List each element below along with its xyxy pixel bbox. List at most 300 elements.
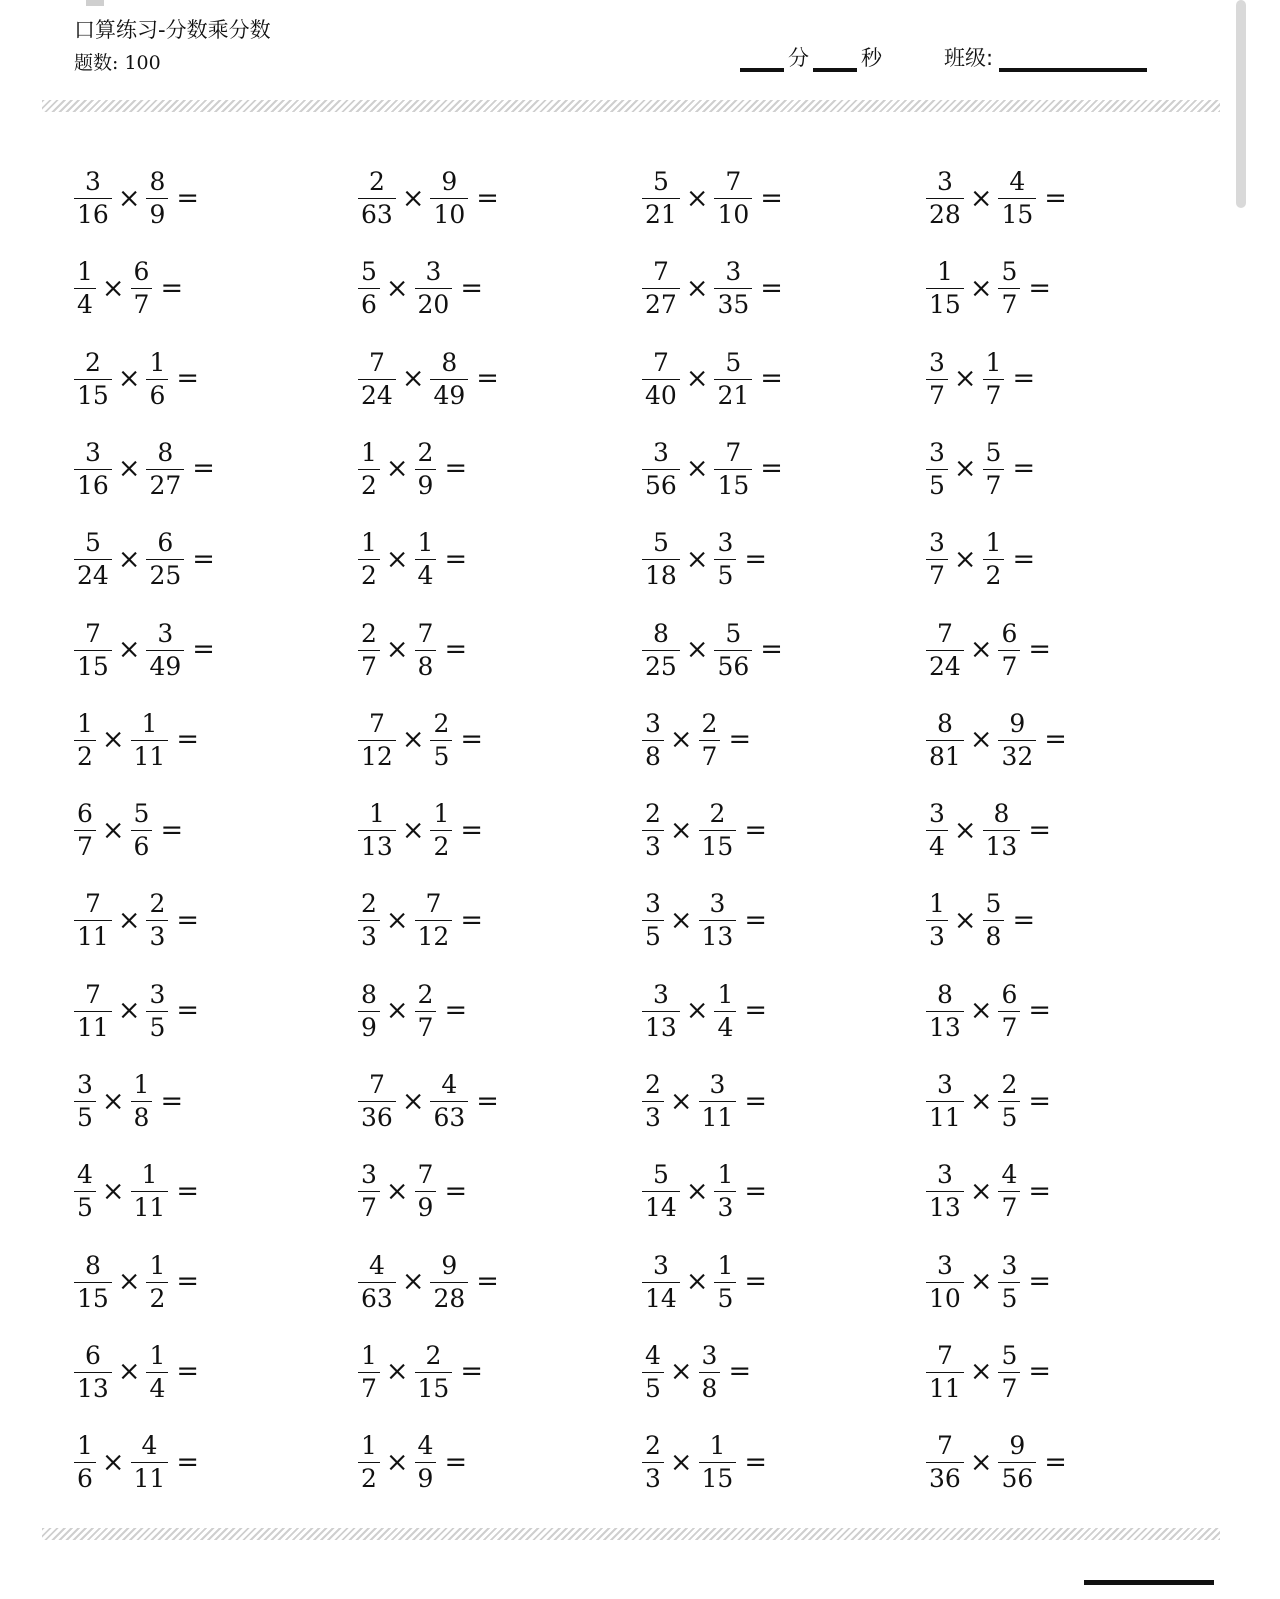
first-fraction: [74, 620, 112, 680]
fraction-bar: [926, 198, 964, 199]
first-fraction: [642, 529, 680, 589]
equals-sign: =: [460, 272, 483, 304]
numerator: 6: [1001, 618, 1018, 648]
denominator: 7: [1001, 1012, 1018, 1042]
first-fraction: [74, 890, 112, 950]
times-sign: ×: [101, 1175, 125, 1207]
fraction-bar: [998, 1011, 1020, 1012]
numerator: 3: [936, 1250, 953, 1280]
problem-item: [926, 1246, 1051, 1318]
numerator: 8: [936, 708, 953, 738]
equals-sign: =: [1028, 272, 1051, 304]
numerator: 4: [645, 1340, 661, 1370]
denominator: 15: [701, 1464, 734, 1494]
times-sign: ×: [117, 543, 141, 575]
times-sign: ×: [685, 182, 709, 214]
first-fraction: [642, 890, 664, 950]
times-sign: ×: [953, 363, 977, 395]
second-fraction: [998, 620, 1020, 680]
denominator: 5: [1001, 1283, 1018, 1313]
numerator: 5: [725, 618, 742, 648]
fraction-bar: [131, 288, 153, 289]
second-fraction: [699, 890, 737, 950]
times-sign: ×: [117, 995, 141, 1027]
fraction-bar: [983, 830, 1021, 831]
denominator: 4: [417, 561, 434, 591]
numerator: 7: [652, 347, 669, 377]
equals-sign: =: [744, 1085, 767, 1117]
second-fraction: [415, 439, 437, 499]
second-fraction: [415, 620, 437, 680]
second-fraction: [998, 710, 1036, 770]
numerator: 8: [936, 979, 953, 1009]
problem-item: [74, 433, 215, 505]
denominator: 25: [149, 561, 182, 591]
times-sign: ×: [385, 1446, 409, 1478]
denominator: 8: [417, 651, 434, 681]
denominator: 4: [149, 1373, 166, 1403]
times-sign: ×: [669, 724, 693, 756]
numerator: 7: [936, 1340, 953, 1370]
numerator: 3: [652, 979, 669, 1009]
fraction-bar: [74, 920, 112, 921]
second-fraction: [714, 620, 752, 680]
numerator: 5: [985, 889, 1002, 919]
denominator: 49: [433, 380, 466, 410]
numerator: 5: [725, 347, 742, 377]
second-fraction: [998, 168, 1036, 228]
denominator: 24: [929, 651, 961, 681]
first-fraction: [926, 1071, 964, 1131]
second-fraction: [415, 1161, 437, 1221]
numerator: 8: [652, 618, 669, 648]
first-fraction: [926, 1432, 964, 1492]
numerator: 1: [77, 708, 93, 738]
times-sign: ×: [385, 995, 409, 1027]
numerator: 1: [141, 1160, 158, 1190]
numerator: 1: [417, 528, 434, 558]
fraction-bar: [358, 288, 380, 289]
fraction-bar: [358, 1462, 380, 1463]
second-fraction: [998, 1252, 1020, 1312]
fraction-bar: [998, 1462, 1036, 1463]
first-fraction: [358, 981, 380, 1041]
equals-sign: =: [460, 1356, 483, 1388]
equals-sign: =: [160, 272, 184, 304]
denominator: 4: [717, 1012, 734, 1042]
denominator: 6: [77, 1464, 93, 1494]
times-sign: ×: [969, 1085, 993, 1117]
times-sign: ×: [953, 904, 977, 936]
denominator: 2: [361, 1464, 377, 1494]
numerator: 3: [84, 437, 101, 467]
denominator: 4: [77, 290, 93, 320]
problem-item: [74, 975, 199, 1047]
equals-sign: =: [444, 1446, 468, 1478]
fraction-bar: [642, 1191, 680, 1192]
numerator: 1: [361, 437, 377, 467]
first-fraction: [926, 890, 948, 950]
problem-item: [642, 433, 783, 505]
second-fraction: [983, 890, 1005, 950]
problem-item: [926, 1065, 1051, 1137]
seconds-label: 秒: [861, 46, 882, 70]
denominator: 8: [645, 741, 661, 771]
first-fraction: [926, 1161, 964, 1221]
denominator: 7: [361, 651, 377, 681]
second-fraction: [699, 1071, 737, 1131]
second-fraction: [146, 168, 168, 228]
denominator: 15: [77, 651, 109, 681]
numerator: 3: [936, 1070, 953, 1099]
numerator: 3: [709, 889, 726, 919]
numerator: 9: [1009, 1431, 1026, 1461]
times-sign: ×: [117, 453, 141, 485]
equals-sign: =: [1028, 634, 1051, 665]
denominator: 12: [361, 741, 393, 771]
numerator: 1: [985, 528, 1002, 558]
problem-item: [642, 252, 783, 324]
numerator: 2: [709, 799, 726, 829]
equals-sign: =: [176, 1175, 199, 1207]
times-sign: ×: [953, 814, 977, 846]
fraction-bar: [699, 1372, 721, 1373]
problem-item: [358, 794, 483, 866]
numerator: 2: [149, 889, 166, 919]
numerator: 7: [652, 257, 669, 287]
numerator: 3: [84, 167, 101, 196]
equals-sign: =: [444, 995, 468, 1027]
times-sign: ×: [101, 1446, 125, 1478]
denominator: 11: [77, 922, 109, 952]
fraction-bar: [998, 198, 1036, 199]
numerator: 3: [361, 1160, 377, 1190]
equals-sign: =: [728, 724, 752, 756]
problem-item: [74, 1155, 199, 1227]
numerator: 2: [645, 1070, 661, 1099]
time-and-class-fields: [740, 42, 1151, 72]
second-fraction: [146, 1342, 168, 1402]
second-fraction: [131, 1432, 169, 1492]
numerator: 3: [936, 167, 953, 196]
equals-sign: =: [1028, 814, 1051, 846]
problem-item: [74, 343, 199, 415]
denominator: 2: [361, 561, 377, 591]
second-fraction: [146, 981, 168, 1041]
fraction-bar: [926, 288, 964, 289]
times-sign: ×: [969, 995, 993, 1027]
equals-sign: =: [760, 363, 783, 395]
numerator: 5: [1001, 1340, 1018, 1370]
denominator: 7: [985, 380, 1002, 410]
first-fraction: [926, 349, 948, 409]
equals-sign: =: [176, 1266, 199, 1298]
times-sign: ×: [669, 1446, 693, 1478]
fraction-bar: [998, 650, 1020, 651]
denominator: 63: [361, 1283, 393, 1313]
fraction-bar: [926, 469, 948, 470]
numerator: 8: [149, 167, 166, 196]
denominator: 10: [433, 200, 466, 229]
denominator: 15: [717, 470, 750, 500]
second-fraction: [714, 1161, 736, 1221]
times-sign: ×: [685, 1175, 709, 1207]
times-sign: ×: [117, 363, 141, 395]
problem-item: [642, 1246, 767, 1318]
problem-item: [926, 1155, 1051, 1227]
times-sign: ×: [669, 814, 693, 846]
fraction-bar: [926, 1282, 964, 1283]
numerator: 3: [725, 257, 742, 287]
problem-item: [74, 252, 183, 324]
numerator: 8: [993, 799, 1010, 829]
fraction-bar: [146, 559, 184, 560]
denominator: 24: [361, 380, 393, 410]
numerator: 1: [149, 1340, 166, 1370]
fraction-bar: [146, 1372, 168, 1373]
problem-item: [74, 794, 183, 866]
denominator: 14: [645, 1283, 677, 1313]
problem-item: [358, 343, 499, 415]
numerator: 2: [361, 889, 377, 919]
fraction-bar: [430, 198, 468, 199]
fraction-bar: [74, 1101, 96, 1102]
first-fraction: [358, 890, 380, 950]
denominator: 11: [77, 1012, 109, 1042]
times-sign: ×: [117, 1266, 141, 1298]
second-fraction: [998, 981, 1020, 1041]
fraction-bar: [415, 1191, 437, 1192]
numerator: 5: [652, 528, 669, 558]
equals-sign: =: [728, 1356, 752, 1388]
problem-item: [926, 343, 1035, 415]
fraction-bar: [74, 198, 112, 199]
first-fraction: [642, 1252, 680, 1312]
numerator: 3: [1001, 1250, 1018, 1280]
numerator: 8: [361, 979, 377, 1009]
denominator: 36: [929, 1464, 961, 1494]
times-sign: ×: [669, 1085, 693, 1117]
denominator: 7: [1001, 1373, 1018, 1403]
times-sign: ×: [685, 272, 709, 304]
numerator: 1: [133, 1070, 150, 1099]
numerator: 8: [157, 437, 174, 467]
numerator: 7: [84, 889, 101, 919]
fraction-bar: [642, 559, 680, 560]
numerator: 6: [84, 1340, 101, 1370]
times-sign: ×: [969, 634, 993, 665]
denominator: 16: [77, 470, 109, 500]
first-fraction: [358, 1342, 380, 1402]
fraction-bar: [131, 740, 169, 741]
equals-sign: =: [176, 1446, 199, 1478]
times-sign: ×: [385, 904, 409, 936]
numerator: 1: [361, 1431, 377, 1461]
numerator: 2: [701, 708, 718, 738]
second-fraction: [131, 1161, 169, 1221]
first-fraction: [642, 1161, 680, 1221]
fraction-bar: [926, 559, 948, 560]
denominator: 5: [1001, 1103, 1018, 1132]
first-fraction: [642, 168, 680, 228]
problem-item: [926, 1426, 1067, 1498]
fraction-bar: [430, 1282, 468, 1283]
seconds-blank: [813, 48, 857, 72]
fraction-bar: [714, 650, 752, 651]
denominator: 5: [929, 470, 945, 500]
equals-sign: =: [460, 724, 483, 756]
fraction-bar: [998, 1372, 1020, 1373]
numerator: 4: [77, 1160, 93, 1190]
fraction-bar: [146, 920, 168, 921]
numerator: 2: [1001, 1070, 1018, 1099]
second-fraction: [983, 529, 1005, 589]
equals-sign: =: [444, 634, 468, 665]
second-fraction: [983, 349, 1005, 409]
fraction-bar: [699, 1462, 737, 1463]
numerator: 1: [361, 528, 377, 558]
second-fraction: [415, 890, 453, 950]
fraction-bar: [983, 559, 1005, 560]
numerator: 3: [149, 979, 166, 1009]
denominator: 49: [149, 651, 182, 681]
fraction-bar: [415, 650, 437, 651]
fraction-bar: [430, 830, 452, 831]
fraction-bar: [926, 1011, 964, 1012]
problem-item: [926, 704, 1067, 776]
numerator: 1: [368, 799, 385, 829]
problem-item: [74, 1246, 199, 1318]
fraction-bar: [74, 288, 96, 289]
times-sign: ×: [969, 272, 993, 304]
numerator: 6: [157, 528, 174, 558]
second-fraction: [699, 1432, 737, 1492]
second-fraction: [415, 529, 437, 589]
denominator: 2: [985, 561, 1002, 591]
equals-sign: =: [744, 543, 767, 575]
problem-item: [642, 162, 783, 234]
numerator: 2: [645, 799, 661, 829]
equals-sign: =: [1028, 1175, 1051, 1207]
fraction-bar: [926, 1462, 964, 1463]
second-fraction: [131, 258, 153, 318]
denominator: 7: [417, 1012, 434, 1042]
numerator: 5: [84, 528, 101, 558]
fraction-bar: [714, 198, 752, 199]
numerator: 2: [645, 1431, 661, 1461]
fraction-bar: [358, 650, 380, 651]
times-sign: ×: [685, 995, 709, 1027]
denominator: 3: [645, 1464, 661, 1494]
problem-item: [926, 433, 1035, 505]
second-fraction: [146, 529, 184, 589]
equals-sign: =: [744, 995, 767, 1027]
problem-item: [926, 1336, 1051, 1408]
equals-sign: =: [192, 453, 215, 485]
fraction-bar: [998, 1282, 1020, 1283]
denominator: 9: [417, 1464, 434, 1494]
fraction-bar: [926, 1372, 964, 1373]
fraction-bar: [415, 920, 453, 921]
numerator: 5: [1001, 257, 1018, 287]
numerator: 2: [425, 1340, 442, 1370]
denominator: 11: [133, 1193, 166, 1223]
second-fraction: [998, 1161, 1020, 1221]
fraction-bar: [699, 920, 737, 921]
numerator: 1: [77, 257, 93, 287]
fraction-bar: [642, 198, 680, 199]
times-sign: ×: [385, 272, 409, 304]
second-fraction: [430, 800, 452, 860]
numerator: 7: [425, 889, 442, 919]
numerator: 3: [645, 708, 661, 738]
equals-sign: =: [176, 904, 199, 936]
times-sign: ×: [117, 182, 141, 214]
equals-sign: =: [744, 1175, 767, 1207]
numerator: 3: [425, 257, 442, 287]
equals-sign: =: [760, 182, 783, 214]
fraction-bar: [415, 288, 453, 289]
problem-item: [74, 884, 199, 956]
first-fraction: [358, 529, 380, 589]
denominator: 9: [149, 200, 166, 229]
numerator: 4: [141, 1431, 158, 1461]
fraction-bar: [926, 920, 948, 921]
numerator: 7: [725, 437, 742, 467]
fraction-bar: [358, 1372, 380, 1373]
equals-sign: =: [1028, 1356, 1051, 1388]
first-fraction: [74, 981, 112, 1041]
first-fraction: [926, 620, 964, 680]
denominator: 11: [929, 1103, 961, 1132]
fraction-bar: [74, 1011, 112, 1012]
next-page-edge: [1084, 1580, 1214, 1599]
fraction-bar: [358, 830, 396, 831]
fraction-bar: [926, 650, 964, 651]
second-fraction: [131, 800, 153, 860]
times-sign: ×: [969, 1356, 993, 1388]
numerator: 5: [652, 167, 669, 196]
times-sign: ×: [401, 1085, 425, 1117]
denominator: 5: [717, 561, 734, 591]
denominator: 8: [985, 922, 1002, 952]
fraction-bar: [131, 1191, 169, 1192]
fraction-bar: [430, 740, 452, 741]
denominator: 13: [701, 922, 734, 952]
equals-sign: =: [460, 814, 483, 846]
problem-item: [642, 1065, 767, 1137]
denominator: 6: [149, 380, 166, 410]
denominator: 11: [133, 1464, 166, 1494]
problem-item: [358, 433, 467, 505]
first-fraction: [358, 258, 380, 318]
first-fraction: [926, 168, 964, 228]
first-fraction: [358, 1252, 396, 1312]
second-fraction: [146, 439, 184, 499]
denominator: 2: [433, 832, 450, 862]
times-sign: ×: [117, 634, 141, 665]
fraction-bar: [131, 830, 153, 831]
fraction-bar: [926, 1191, 964, 1192]
denominator: 20: [417, 290, 450, 320]
problem-item: [74, 523, 215, 595]
first-fraction: [74, 710, 96, 770]
denominator: 25: [645, 651, 677, 681]
denominator: 63: [361, 200, 393, 229]
equals-sign: =: [192, 543, 215, 575]
fraction-bar: [146, 469, 184, 470]
second-fraction: [714, 439, 752, 499]
